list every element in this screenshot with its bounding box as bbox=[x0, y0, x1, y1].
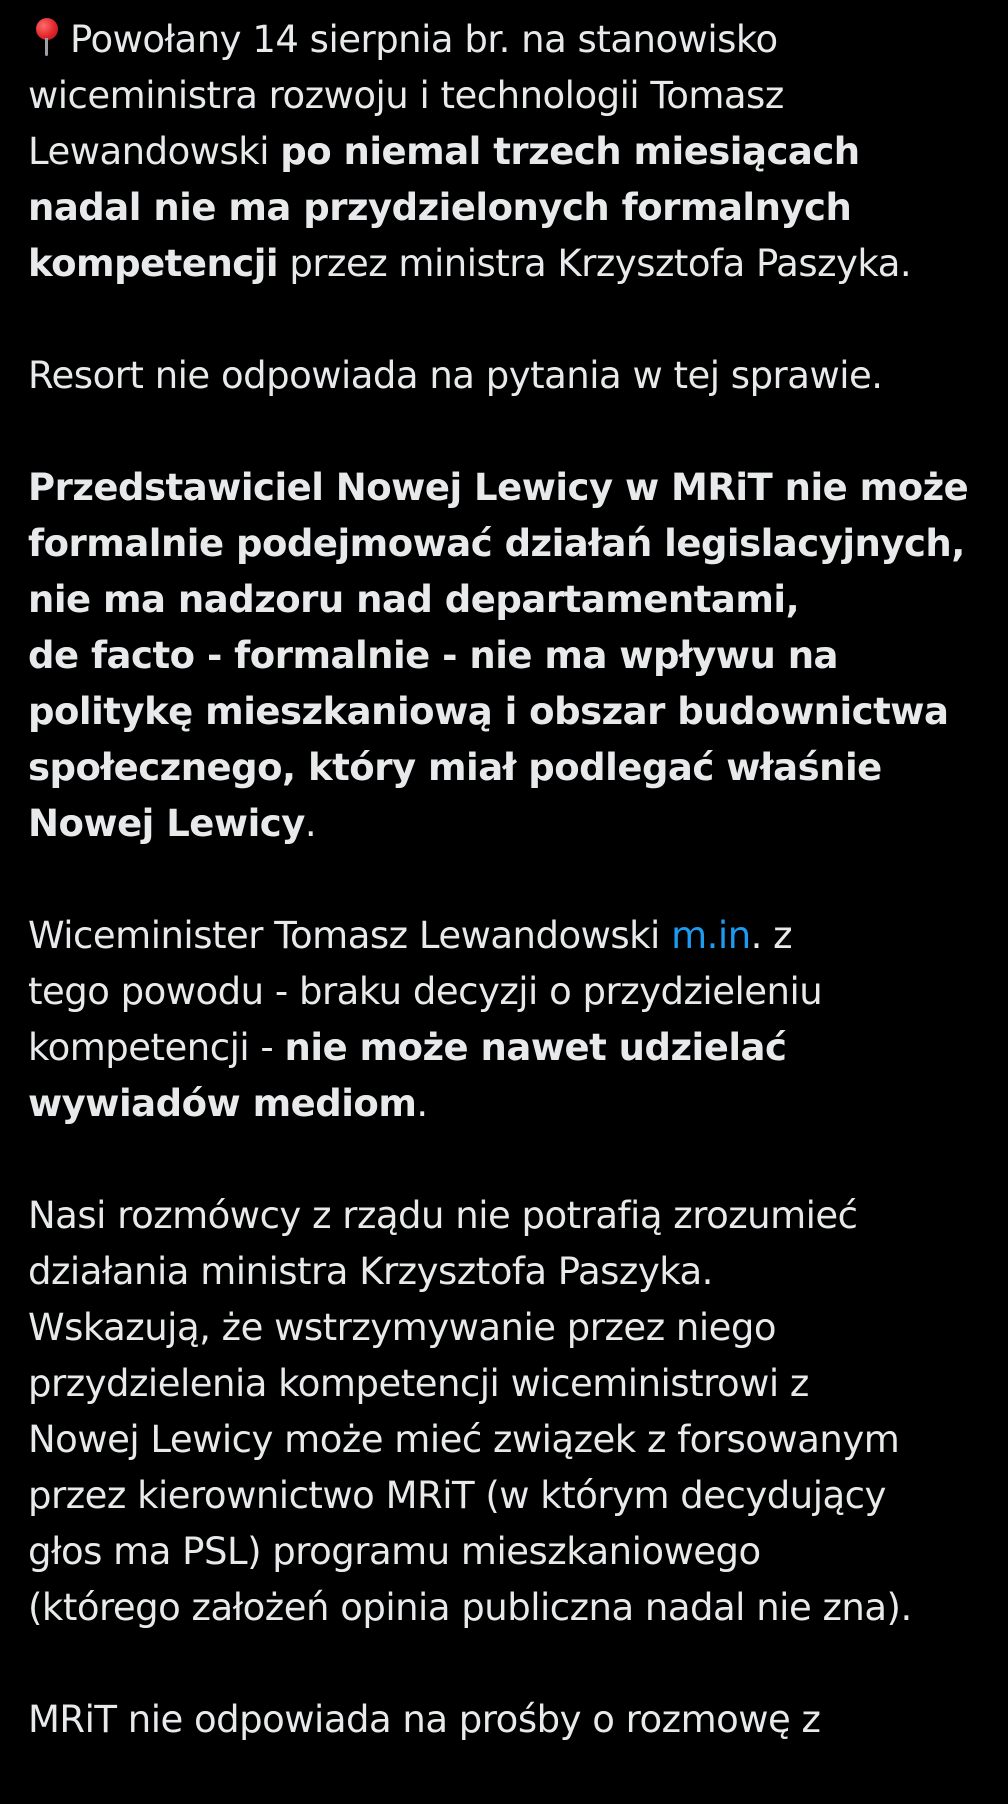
paragraph-1-line-3: Lewandowski po niemal trzech miesiącach bbox=[28, 130, 860, 173]
paragraph-2 bbox=[28, 348, 1008, 404]
paragraph-3-line-7: Nowej Lewicy. bbox=[28, 802, 317, 845]
paragraph-5-line-7: głos ma PSL) programu mieszkaniowego bbox=[28, 1530, 761, 1573]
paragraph-3-line-1: Przedstawiciel Nowej Lewicy w MRiT nie może bbox=[28, 466, 969, 509]
paragraph-1-line-1: Powołany 14 sierpnia br. na stanowisko bbox=[28, 12, 1008, 68]
paragraph-3-line-4: de facto - formalnie - nie ma wpływu na bbox=[28, 634, 839, 677]
paragraph-4-line-3: kompetencji - nie może nawet udzielać bbox=[28, 1026, 787, 1069]
paragraph-4 bbox=[28, 908, 1008, 1132]
paragraph-5-line-3: Wskazują, że wstrzymywanie przez niego bbox=[28, 1306, 776, 1349]
paragraph-1-line-5: kompetencji przez ministra Krzysztofa Paszyka. bbox=[28, 242, 912, 285]
paragraph-2-line-1: Resort nie odpowiada na pytania w tej sprawie. bbox=[28, 354, 883, 397]
paragraph-3-line-6: społecznego, który miał podlegać właśnie bbox=[28, 746, 882, 789]
paragraph-1 bbox=[28, 12, 1008, 292]
post-text bbox=[28, 12, 1008, 1804]
paragraph-4-line-1: Wiceminister Tomasz Lewandowski m.in. z bbox=[28, 914, 793, 957]
paragraph-1-line-2: wiceministra rozwoju i technologii Tomasz bbox=[28, 74, 784, 117]
paragraph-5-line-4: przydzielenia kompetencji wiceministrowi z bbox=[28, 1362, 809, 1405]
min-link[interactable]: m.in bbox=[671, 914, 751, 957]
paragraph-5-line-6: przez kierownictwo MRiT (w którym decydujący bbox=[28, 1474, 886, 1517]
paragraph-3-line-3: nie ma nadzoru nad departamentami, bbox=[28, 578, 800, 621]
paragraph-4-line-4: wywiadów mediom. bbox=[28, 1082, 428, 1125]
paragraph-1-line-4: nadal nie ma przydzielonych formalnych bbox=[28, 186, 852, 229]
paragraph-3 bbox=[28, 460, 1008, 852]
paragraph-6 bbox=[28, 1692, 1008, 1748]
paragraph-4-line-2: tego powodu - braku decyzji o przydzieleniu bbox=[28, 970, 823, 1013]
paragraph-3-line-5: politykę mieszkaniową i obszar budownictwa bbox=[28, 690, 949, 733]
round-pushpin-icon bbox=[28, 14, 66, 58]
paragraph-5-line-2: działania ministra Krzysztofa Paszyka. bbox=[28, 1250, 713, 1293]
paragraph-5-line-8: (którego założeń opinia publiczna nadal nie zna). bbox=[28, 1586, 912, 1629]
paragraph-5 bbox=[28, 1188, 1008, 1636]
paragraph-3-line-2: formalnie podejmować działań legislacyjnych, bbox=[28, 522, 965, 565]
paragraph-5-line-1: Nasi rozmówcy z rządu nie potrafią zrozumieć bbox=[28, 1194, 858, 1237]
paragraph-5-line-5: Nowej Lewicy może mieć związek z forsowanym bbox=[28, 1418, 900, 1461]
paragraph-6-line-1: MRiT nie odpowiada na prośby o rozmowę z bbox=[28, 1698, 821, 1741]
